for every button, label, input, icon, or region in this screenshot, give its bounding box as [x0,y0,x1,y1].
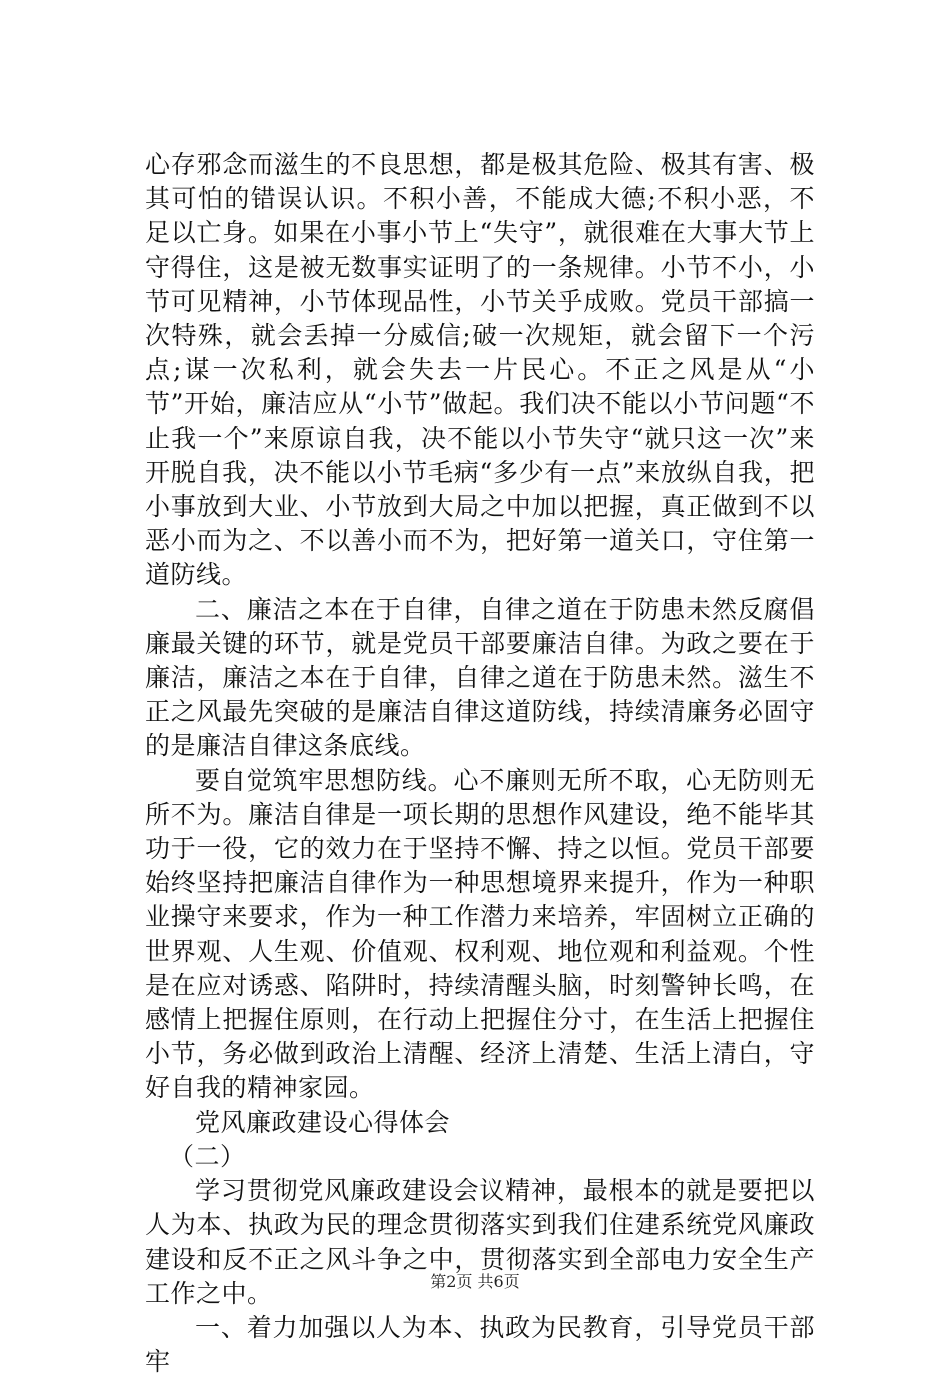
paragraph-continuation: 心存邪念而滋生的不良思想，都是极其危险、极其有害、极其可怕的错误认识。不积小善，不能成大德;不积小恶，不足以亡身。如果在小事小节上“失守”，就很难在大事大节上守得住，这是被无数事实证明了的一条规律。小节不小，小节可见精神，小节体现品性，小节关乎成败。党员干部搞一次特殊，就会丢掉一分威信;破一次规矩，就会留下一个污点;谋一次私利，就会失去一片民心。不正之风是从“小节”开始，廉洁应从“小节”做起。我们决不能以小节问题“不止我一个”来原谅自我，决不能以小节失守“就只这一次”来开脱自我，决不能以小节毛病“多少有一点”来放纵自我，把小事放到大业、小节放到大局之中加以把握，真正做到不以恶小而为之、不以善小而不为，把好第一道关口，守住第一道防线。 [145,150,815,590]
section-number: （二） [169,1141,246,1171]
paragraph-study-meeting: 学习贯彻党风廉政建设会议精神，最根本的就是要把以人为本、执政为民的理念贯彻落实到我们住建系统党风廉政建设和反不正之风斗争之中，贯彻落实到全部电力安全生产工作之中。 [145,1176,815,1308]
paragraph-thought-defense: 要自觉筑牢思想防线。心不廉则无所不取，心无防则无所不为。廉洁自律是一项长期的思想作风建设，绝不能毕其功于一役，它的效力在于坚持不懈、持之以恒。党员干部要始终坚持把廉洁自律作为一种思想境界来提升，作为一种职业操守来要求，作为一种工作潜力来培养，牢固树立正确的世界观、人生观、价值观、权利观、地位观和利益观。个性是在应对诱惑、陷阱时，持续清醒头脑，时刻警钟长鸣，在感情上把握住原则，在行动上把握住分寸，在生活上把握住小节，务必做到政治上清醒、经济上清楚、生活上清白，守好自我的精神家园。 [145,765,815,1103]
section-heading: 党风廉政建设心得体会 [195,1107,451,1137]
paragraph-item-one: 一、着力加强以人为本、执政为民教育，引导党员干部牢 [145,1312,815,1377]
paragraph-section-two: 二、廉洁之本在于自律，自律之道在于防患未然反腐倡廉最关键的环节，就是党员干部要廉洁自律。为政之要在于廉洁，廉洁之本在于自律，自律之道在于防患未然。滋生不正之风最先突破的是廉洁自律这道防线，持续清廉务必固守的是廉洁自律这条底线。 [145,594,815,761]
document-body [145,148,815,1379]
page-number-footer: 第2页 共6页 [430,1272,520,1291]
